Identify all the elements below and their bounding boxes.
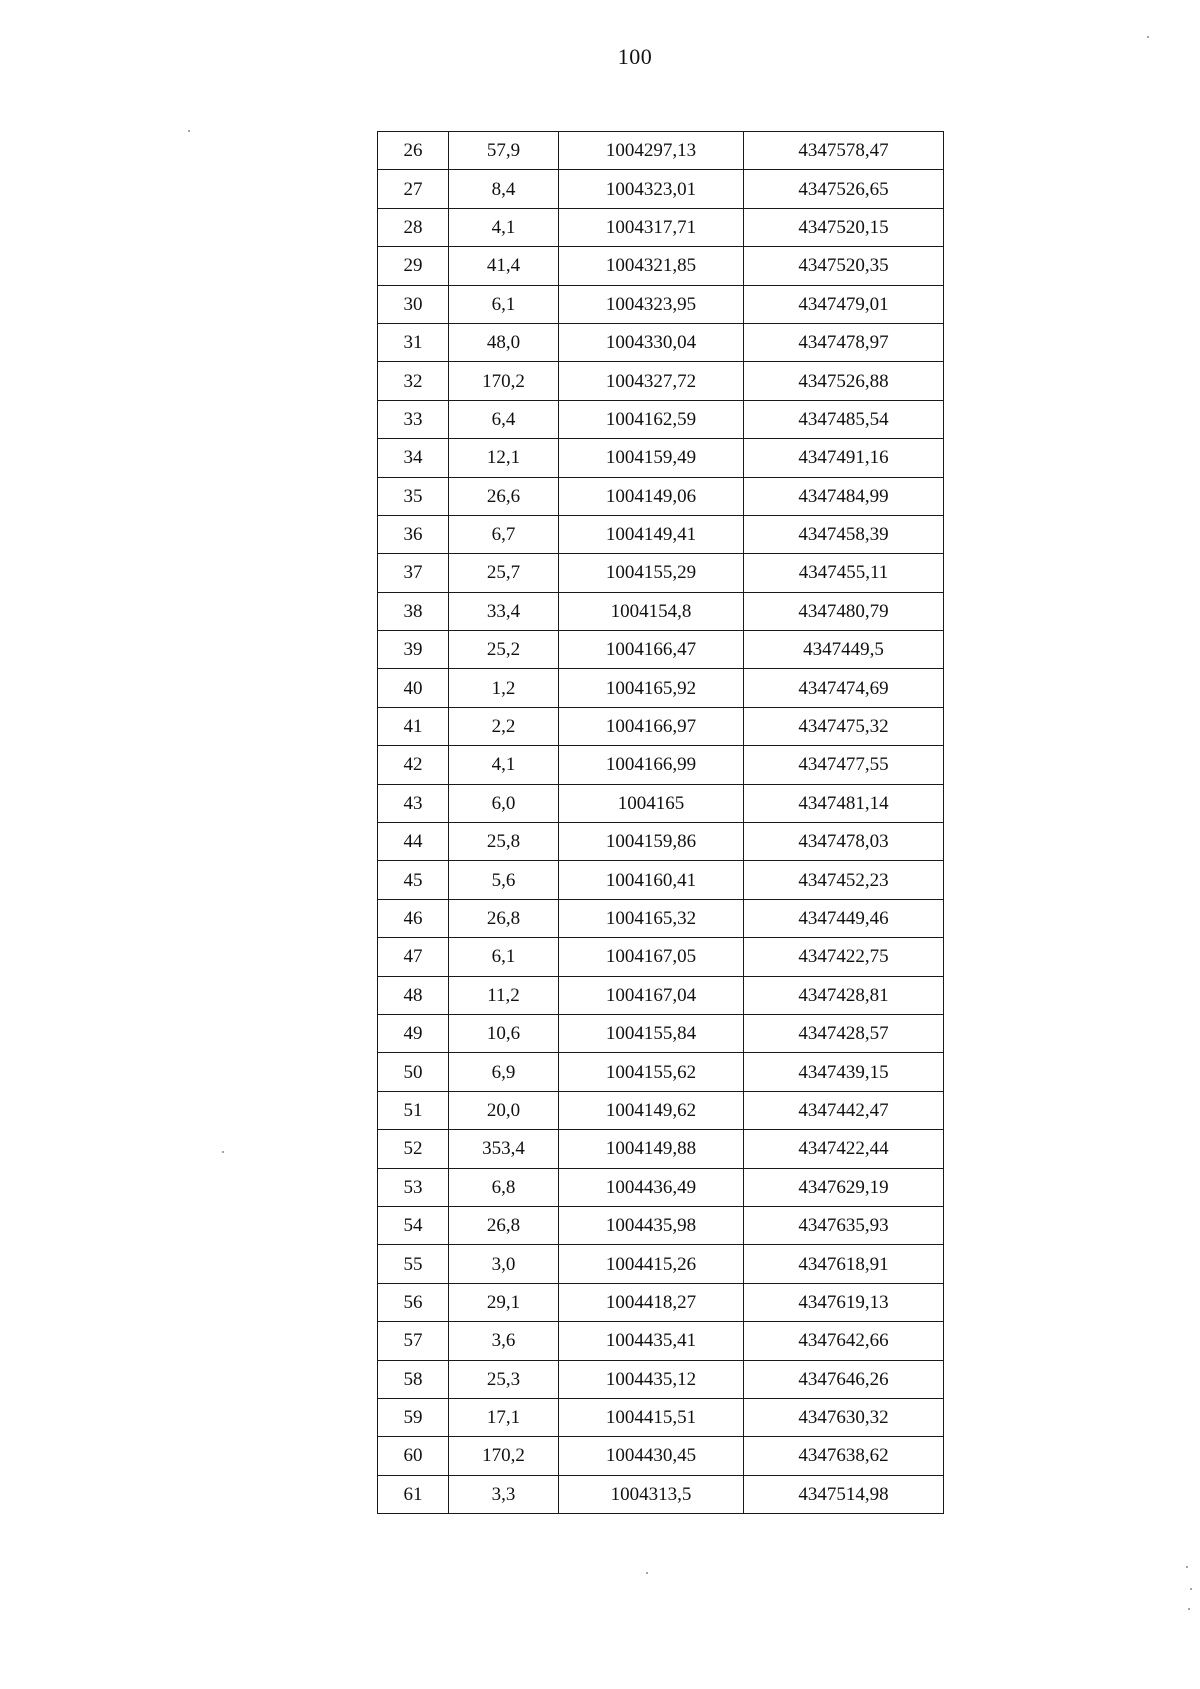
- x-coordinate-cell: 1004165: [559, 784, 744, 822]
- x-coordinate-cell: 1004165,32: [559, 899, 744, 937]
- y-coordinate-cell: 4347484,99: [744, 477, 944, 515]
- point-number-cell: 41: [378, 707, 449, 745]
- table-row: [378, 1014, 944, 1052]
- length-cell: 6,0: [449, 784, 559, 822]
- point-number-cell: 38: [378, 592, 449, 630]
- point-number-cell: 30: [378, 285, 449, 323]
- x-coordinate-cell: 1004166,99: [559, 746, 744, 784]
- x-coordinate-cell: 1004155,62: [559, 1053, 744, 1091]
- table-row: [378, 1206, 944, 1244]
- y-coordinate-cell: 4347475,32: [744, 707, 944, 745]
- x-coordinate-cell: 1004313,5: [559, 1475, 744, 1513]
- point-number-cell: 32: [378, 362, 449, 400]
- point-number-cell: 56: [378, 1283, 449, 1321]
- length-cell: 29,1: [449, 1283, 559, 1321]
- length-cell: 10,6: [449, 1014, 559, 1052]
- point-number-cell: 58: [378, 1360, 449, 1398]
- point-number-cell: 39: [378, 631, 449, 669]
- length-cell: 1,2: [449, 669, 559, 707]
- x-coordinate-cell: 1004166,97: [559, 707, 744, 745]
- point-number-cell: 45: [378, 861, 449, 899]
- y-coordinate-cell: 4347478,97: [744, 323, 944, 361]
- point-number-cell: 31: [378, 323, 449, 361]
- table-row: [378, 400, 944, 438]
- length-cell: 17,1: [449, 1398, 559, 1436]
- y-coordinate-cell: 4347449,46: [744, 899, 944, 937]
- length-cell: 170,2: [449, 1437, 559, 1475]
- length-cell: 57,9: [449, 132, 559, 170]
- table-row: [378, 592, 944, 630]
- x-coordinate-cell: 1004435,98: [559, 1206, 744, 1244]
- scan-speck: [188, 130, 190, 132]
- x-coordinate-cell: 1004323,01: [559, 170, 744, 208]
- y-coordinate-cell: 4347630,32: [744, 1398, 944, 1436]
- point-number-cell: 37: [378, 554, 449, 592]
- y-coordinate-cell: 4347422,75: [744, 938, 944, 976]
- y-coordinate-cell: 4347491,16: [744, 439, 944, 477]
- length-cell: 20,0: [449, 1091, 559, 1129]
- table-row: [378, 899, 944, 937]
- point-number-cell: 26: [378, 132, 449, 170]
- point-number-cell: 43: [378, 784, 449, 822]
- length-cell: 170,2: [449, 362, 559, 400]
- table-row: [378, 938, 944, 976]
- point-number-cell: 27: [378, 170, 449, 208]
- table-row: [378, 976, 944, 1014]
- table-row: [378, 132, 944, 170]
- x-coordinate-cell: 1004436,49: [559, 1168, 744, 1206]
- y-coordinate-cell: 4347452,23: [744, 861, 944, 899]
- y-coordinate-cell: 4347635,93: [744, 1206, 944, 1244]
- table-row: [378, 707, 944, 745]
- x-coordinate-cell: 1004162,59: [559, 400, 744, 438]
- table-row: [378, 362, 944, 400]
- table-row: [378, 247, 944, 285]
- point-number-cell: 60: [378, 1437, 449, 1475]
- point-number-cell: 36: [378, 515, 449, 553]
- table-row: [378, 631, 944, 669]
- point-number-cell: 59: [378, 1398, 449, 1436]
- coordinates-table: [377, 131, 944, 1514]
- point-number-cell: 47: [378, 938, 449, 976]
- y-coordinate-cell: 4347479,01: [744, 285, 944, 323]
- page-number: 100: [617, 44, 653, 69]
- length-cell: 6,8: [449, 1168, 559, 1206]
- point-number-cell: 49: [378, 1014, 449, 1052]
- table-row: [378, 477, 944, 515]
- length-cell: 3,0: [449, 1245, 559, 1283]
- coordinates-table-body: [378, 132, 944, 1514]
- y-coordinate-cell: 4347480,79: [744, 592, 944, 630]
- y-coordinate-cell: 4347526,65: [744, 170, 944, 208]
- x-coordinate-cell: 1004167,04: [559, 976, 744, 1014]
- table-row: [378, 1053, 944, 1091]
- point-number-cell: 54: [378, 1206, 449, 1244]
- point-number-cell: 35: [378, 477, 449, 515]
- length-cell: 26,8: [449, 899, 559, 937]
- length-cell: 3,3: [449, 1475, 559, 1513]
- y-coordinate-cell: 4347514,98: [744, 1475, 944, 1513]
- table-row: [378, 1091, 944, 1129]
- x-coordinate-cell: 1004321,85: [559, 247, 744, 285]
- y-coordinate-cell: 4347477,55: [744, 746, 944, 784]
- x-coordinate-cell: 1004159,86: [559, 823, 744, 861]
- point-number-cell: 28: [378, 208, 449, 246]
- point-number-cell: 51: [378, 1091, 449, 1129]
- table-row: [378, 323, 944, 361]
- point-number-cell: 61: [378, 1475, 449, 1513]
- x-coordinate-cell: 1004317,71: [559, 208, 744, 246]
- y-coordinate-cell: 4347618,91: [744, 1245, 944, 1283]
- y-coordinate-cell: 4347520,35: [744, 247, 944, 285]
- y-coordinate-cell: 4347455,11: [744, 554, 944, 592]
- y-coordinate-cell: 4347520,15: [744, 208, 944, 246]
- x-coordinate-cell: 1004418,27: [559, 1283, 744, 1321]
- point-number-cell: 33: [378, 400, 449, 438]
- x-coordinate-cell: 1004166,47: [559, 631, 744, 669]
- y-coordinate-cell: 4347474,69: [744, 669, 944, 707]
- x-coordinate-cell: 1004165,92: [559, 669, 744, 707]
- table-row: [378, 1360, 944, 1398]
- y-coordinate-cell: 4347646,26: [744, 1360, 944, 1398]
- x-coordinate-cell: 1004159,49: [559, 439, 744, 477]
- x-coordinate-cell: 1004327,72: [559, 362, 744, 400]
- length-cell: 8,4: [449, 170, 559, 208]
- x-coordinate-cell: 1004330,04: [559, 323, 744, 361]
- length-cell: 6,7: [449, 515, 559, 553]
- table-row: [378, 208, 944, 246]
- y-coordinate-cell: 4347638,62: [744, 1437, 944, 1475]
- table-row: [378, 1322, 944, 1360]
- point-number-cell: 52: [378, 1130, 449, 1168]
- y-coordinate-cell: 4347619,13: [744, 1283, 944, 1321]
- x-coordinate-cell: 1004155,84: [559, 1014, 744, 1052]
- table-row: [378, 285, 944, 323]
- point-number-cell: 48: [378, 976, 449, 1014]
- length-cell: 25,7: [449, 554, 559, 592]
- length-cell: 353,4: [449, 1130, 559, 1168]
- y-coordinate-cell: 4347526,88: [744, 362, 944, 400]
- x-coordinate-cell: 1004430,45: [559, 1437, 744, 1475]
- length-cell: 26,6: [449, 477, 559, 515]
- x-coordinate-cell: 1004149,62: [559, 1091, 744, 1129]
- scan-speck: [1147, 36, 1149, 38]
- y-coordinate-cell: 4347439,15: [744, 1053, 944, 1091]
- table-row: [378, 554, 944, 592]
- x-coordinate-cell: 1004154,8: [559, 592, 744, 630]
- point-number-cell: 29: [378, 247, 449, 285]
- x-coordinate-cell: 1004160,41: [559, 861, 744, 899]
- length-cell: 25,8: [449, 823, 559, 861]
- length-cell: 4,1: [449, 208, 559, 246]
- x-coordinate-cell: 1004149,88: [559, 1130, 744, 1168]
- length-cell: 4,1: [449, 746, 559, 784]
- x-coordinate-cell: 1004435,12: [559, 1360, 744, 1398]
- y-coordinate-cell: 4347428,81: [744, 976, 944, 1014]
- scan-speck: [1186, 1566, 1188, 1568]
- table-row: [378, 1283, 944, 1321]
- length-cell: 41,4: [449, 247, 559, 285]
- point-number-cell: 34: [378, 439, 449, 477]
- scan-speck: [646, 1572, 648, 1574]
- length-cell: 25,3: [449, 1360, 559, 1398]
- x-coordinate-cell: 1004149,06: [559, 477, 744, 515]
- point-number-cell: 42: [378, 746, 449, 784]
- length-cell: 2,2: [449, 707, 559, 745]
- y-coordinate-cell: 4347642,66: [744, 1322, 944, 1360]
- length-cell: 5,6: [449, 861, 559, 899]
- table-row: [378, 861, 944, 899]
- y-coordinate-cell: 4347578,47: [744, 132, 944, 170]
- table-row: [378, 515, 944, 553]
- table-row: [378, 669, 944, 707]
- table-row: [378, 1168, 944, 1206]
- point-number-cell: 40: [378, 669, 449, 707]
- length-cell: 6,9: [449, 1053, 559, 1091]
- x-coordinate-cell: 1004155,29: [559, 554, 744, 592]
- point-number-cell: 53: [378, 1168, 449, 1206]
- length-cell: 12,1: [449, 439, 559, 477]
- table-row: [378, 746, 944, 784]
- length-cell: 6,1: [449, 285, 559, 323]
- y-coordinate-cell: 4347428,57: [744, 1014, 944, 1052]
- y-coordinate-cell: 4347485,54: [744, 400, 944, 438]
- length-cell: 3,6: [449, 1322, 559, 1360]
- table-row: [378, 1245, 944, 1283]
- scan-speck: [1190, 1588, 1192, 1590]
- length-cell: 11,2: [449, 976, 559, 1014]
- x-coordinate-cell: 1004167,05: [559, 938, 744, 976]
- x-coordinate-cell: 1004435,41: [559, 1322, 744, 1360]
- x-coordinate-cell: 1004415,51: [559, 1398, 744, 1436]
- table-row: [378, 1130, 944, 1168]
- point-number-cell: 57: [378, 1322, 449, 1360]
- length-cell: 33,4: [449, 592, 559, 630]
- x-coordinate-cell: 1004297,13: [559, 132, 744, 170]
- y-coordinate-cell: 4347442,47: [744, 1091, 944, 1129]
- table-row: [378, 1398, 944, 1436]
- table-row: [378, 784, 944, 822]
- table-row: [378, 823, 944, 861]
- scan-speck: [222, 1151, 224, 1153]
- table-row: [378, 439, 944, 477]
- length-cell: 25,2: [449, 631, 559, 669]
- length-cell: 6,4: [449, 400, 559, 438]
- point-number-cell: 44: [378, 823, 449, 861]
- y-coordinate-cell: 4347449,5: [744, 631, 944, 669]
- y-coordinate-cell: 4347629,19: [744, 1168, 944, 1206]
- table-row: [378, 1437, 944, 1475]
- length-cell: 26,8: [449, 1206, 559, 1244]
- y-coordinate-cell: 4347478,03: [744, 823, 944, 861]
- x-coordinate-cell: 1004323,95: [559, 285, 744, 323]
- y-coordinate-cell: 4347458,39: [744, 515, 944, 553]
- table-row: [378, 170, 944, 208]
- table-row: [378, 1475, 944, 1513]
- point-number-cell: 50: [378, 1053, 449, 1091]
- y-coordinate-cell: 4347481,14: [744, 784, 944, 822]
- scan-speck: [1188, 1608, 1190, 1610]
- x-coordinate-cell: 1004149,41: [559, 515, 744, 553]
- point-number-cell: 55: [378, 1245, 449, 1283]
- x-coordinate-cell: 1004415,26: [559, 1245, 744, 1283]
- y-coordinate-cell: 4347422,44: [744, 1130, 944, 1168]
- length-cell: 6,1: [449, 938, 559, 976]
- point-number-cell: 46: [378, 899, 449, 937]
- length-cell: 48,0: [449, 323, 559, 361]
